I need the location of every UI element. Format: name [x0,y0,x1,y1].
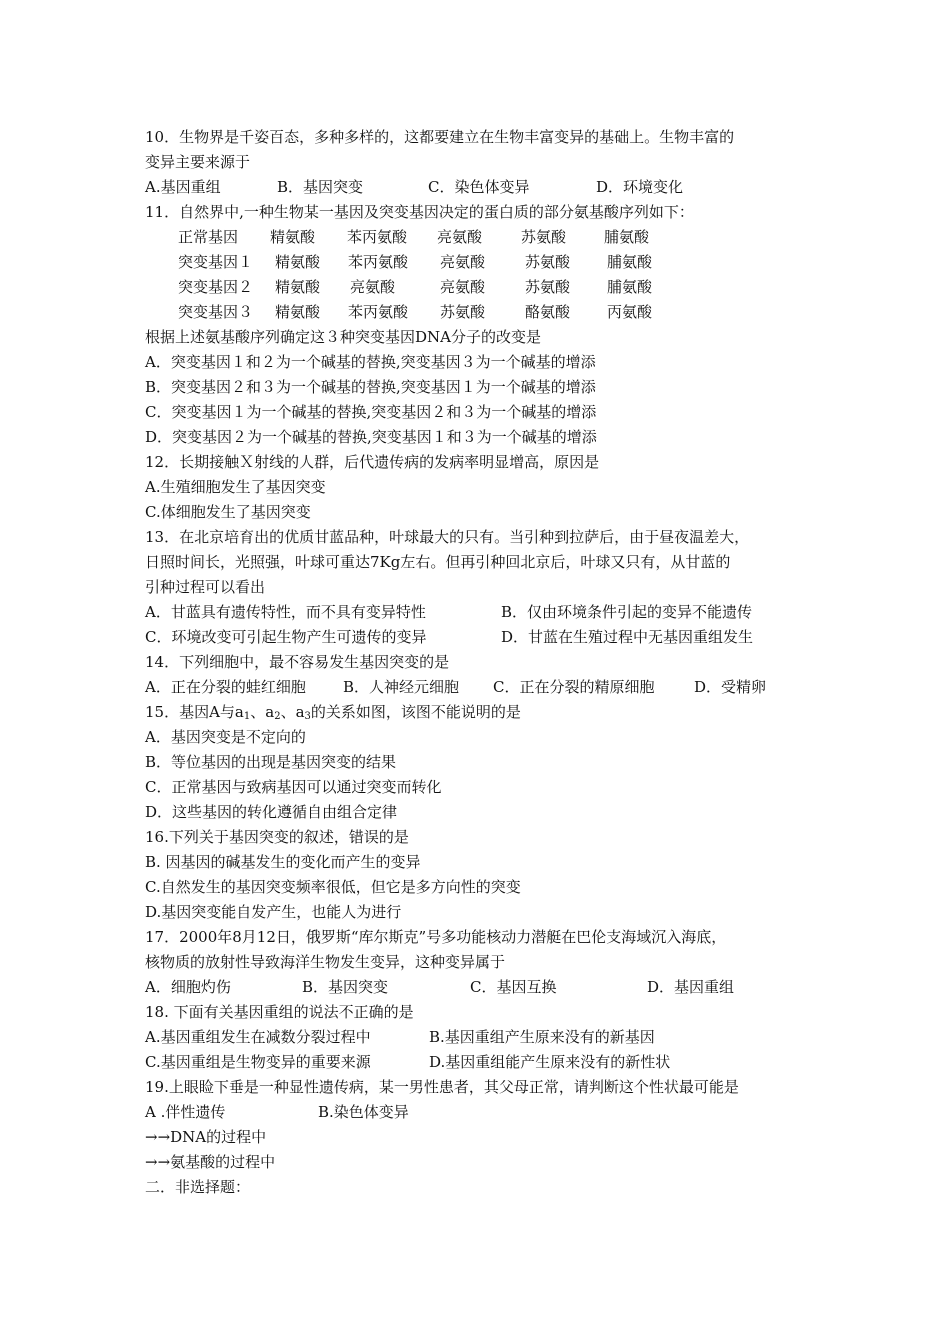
q16-option-b: B. 因基因的碱基发生的变化而产生的变异 [145,853,421,871]
q16-option-c: C.自然发生的基因突变频率很低，但它是多方向性的突变 [145,878,521,896]
q10-options [145,177,684,199]
q17-options [145,977,735,999]
q11-option-b: B．突变基因２和３为一个碱基的替换,突变基因１为一个碱基的增添 [145,378,596,396]
q15-option-c: C．正常基因与致病基因可以通过突变而转化 [145,778,442,796]
q18-options-row2 [145,1052,671,1074]
q11-cell: 苏氨酸 [525,278,571,296]
q10-option-b: B．基因突变 [277,178,364,196]
q11-cell: 突变基因３ [178,303,254,321]
q13-option-d: D．甘蓝在生殖过程中无基因重组发生 [501,628,754,646]
q14-option-d: D．受精卵 [694,678,767,696]
q13-stem-line2: 日照时间长，光照强，叶球可重达7Kg左右。但再引种回北京后，叶球又只有，从甘蓝的 [145,553,731,571]
q18-option-a: A.基因重组发生在减数分裂过程中 [145,1028,371,1046]
q11-cell: 酪氨酸 [525,303,571,321]
q14-option-a: A．正在分裂的蛙红细胞 [145,678,306,696]
q14-stem: 14．下列细胞中，最不容易发生基因突变的是 [145,653,450,671]
q11-cell: 正常基因 [178,228,239,246]
subscript: 3 [304,711,311,722]
subscript: 1 [243,711,251,722]
q18-stem: 18. 下面有关基因重组的说法不正确的是 [145,1003,414,1021]
q15-option-d: D．这些基因的转化遵循自由组合定律 [145,803,398,821]
q11-table-row [145,277,653,299]
q11-stem: 11．自然界中,一种生物某一基因及突变基因决定的蛋白质的部分氨基酸序列如下： [145,203,694,221]
q16-stem: 16.下列关于基因突变的叙述，错误的是 [145,828,409,846]
q11-table-row [145,252,653,274]
q10-option-c: C．染色体变异 [428,178,530,196]
q13-stem-line3: 引种过程可以看出 [145,578,266,596]
q15-stem [145,702,521,724]
q11-cell: 突变基因２ [178,278,254,296]
q13-option-b: B．仅由环境条件引起的变异不能遗传 [501,603,753,621]
q11-option-d: D．突变基因２为一个碱基的替换,突变基因１和３为一个碱基的增添 [145,428,597,446]
q18-option-c: C.基因重组是生物变异的重要来源 [145,1053,371,1071]
q17-option-d: D．基因重组 [647,978,735,996]
q11-option-c: C．突变基因１为一个碱基的替换,突变基因２和３为一个碱基的增添 [145,403,597,421]
q15-stem-post: 的关系如图，该图不能说明的是 [310,703,521,721]
q12-stem: 12．长期接触Ｘ射线的人群，后代遗传病的发病率明显增高，原因是 [145,453,600,471]
q10-stem-line1: 10．生物界是千姿百态，多种多样的，这都要建立在生物丰富变异的基础上。生物丰富的 [145,128,735,146]
q19-options [145,1102,409,1124]
q13-options-row2 [145,627,754,649]
q11-cell: 苯丙氨酸 [348,303,409,321]
q13-stem-line1: 13．在北京培育出的优质甘蓝品种，叶球最大的只有。当引种到拉萨后，由于昼夜温差大， [145,528,750,546]
q11-option-a: A．突变基因１和２为一个碱基的替换,突变基因３为一个碱基的增添 [145,353,596,371]
q11-cell: 亮氨酸 [440,278,486,296]
q11-cell: 苯丙氨酸 [347,228,408,246]
q12-option-c: C.体细胞发生了基因突变 [145,503,311,521]
q13-options-row1 [145,602,753,624]
q18-options-row1 [145,1027,655,1049]
q12-option-a: A.生殖细胞发生了基因突变 [145,478,326,496]
q11-cell: 脯氨酸 [607,278,653,296]
q11-cell: 精氨酸 [270,228,316,246]
q11-cell: 精氨酸 [275,303,321,321]
q11-cell: 苯丙氨酸 [348,253,409,271]
q11-prompt: 根据上述氨基酸序列确定这３种突变基因DNA分子的改变是 [145,328,541,346]
q14-options [145,677,767,699]
q11-cell: 苏氨酸 [525,253,571,271]
q11-cell: 亮氨酸 [350,278,396,296]
q11-cell: 突变基因１ [178,253,254,271]
q18-option-b: B.基因重组产生原来没有的新基因 [429,1028,655,1046]
q10-option-d: D．环境变化 [596,178,684,196]
q15-stem-sep: 、a [280,703,305,721]
q18-option-d: D.基因重组能产生原来没有的新性状 [429,1053,671,1071]
q17-option-a: A．细胞灼伤 [145,978,231,996]
q19-option-b: B.染色体变异 [318,1103,409,1121]
q15-stem-sep: 、a [250,703,275,721]
q19-fragment-1: →→DNA的过程中 [145,1128,267,1146]
q11-cell: 精氨酸 [275,253,321,271]
q14-option-b: B．人神经元细胞 [343,678,460,696]
q17-stem-line1: 17．2000年8月12日，俄罗斯“库尔斯克”号多功能核动力潜艇在巴伦支海域沉入海底， [145,928,727,946]
q15-option-b: B．等位基因的出现是基因突变的结果 [145,753,397,771]
q11-cell: 丙氨酸 [607,303,653,321]
q13-option-c: C．环境改变可引起生物产生可遗传的变异 [145,628,427,646]
q17-option-b: B．基因突变 [302,978,389,996]
q11-cell: 脯氨酸 [604,228,650,246]
q10-stem-line2: 变异主要来源于 [145,153,251,171]
q19-option-a: A .伴性遗传 [145,1103,226,1121]
q11-cell: 苏氨酸 [521,228,567,246]
q11-cell: 精氨酸 [275,278,321,296]
q11-cell: 亮氨酸 [440,253,486,271]
q11-cell: 亮氨酸 [437,228,483,246]
q17-option-c: C．基因互换 [470,978,557,996]
q19-stem: 19.上眼睑下垂是一种显性遗传病，某一男性患者，其父母正常，请判断这个性状最可能是 [145,1078,739,1096]
q19-fragment-2: →→氨基酸的过程中 [145,1153,276,1171]
q17-stem-line2: 核物质的放射性导致海洋生物发生变异，这种变异属于 [145,953,506,971]
q16-option-d: D.基因突变能自发产生，也能人为进行 [145,903,402,921]
section-heading: 二．非选择题： [145,1178,251,1196]
q15-stem-pre: 15．基因A与a [145,703,244,721]
q11-table-row [145,227,650,249]
subscript: 2 [274,711,281,722]
q10-option-a: A.基因重组 [145,178,221,196]
q15-option-a: A．基因突变是不定向的 [145,728,306,746]
q11-cell: 脯氨酸 [607,253,653,271]
q13-option-a: A．甘蓝具有遗传特性，而不具有变异特性 [145,603,426,621]
q11-cell: 苏氨酸 [440,303,486,321]
q14-option-c: C．正在分裂的精原细胞 [493,678,655,696]
q11-table-row [145,302,653,324]
